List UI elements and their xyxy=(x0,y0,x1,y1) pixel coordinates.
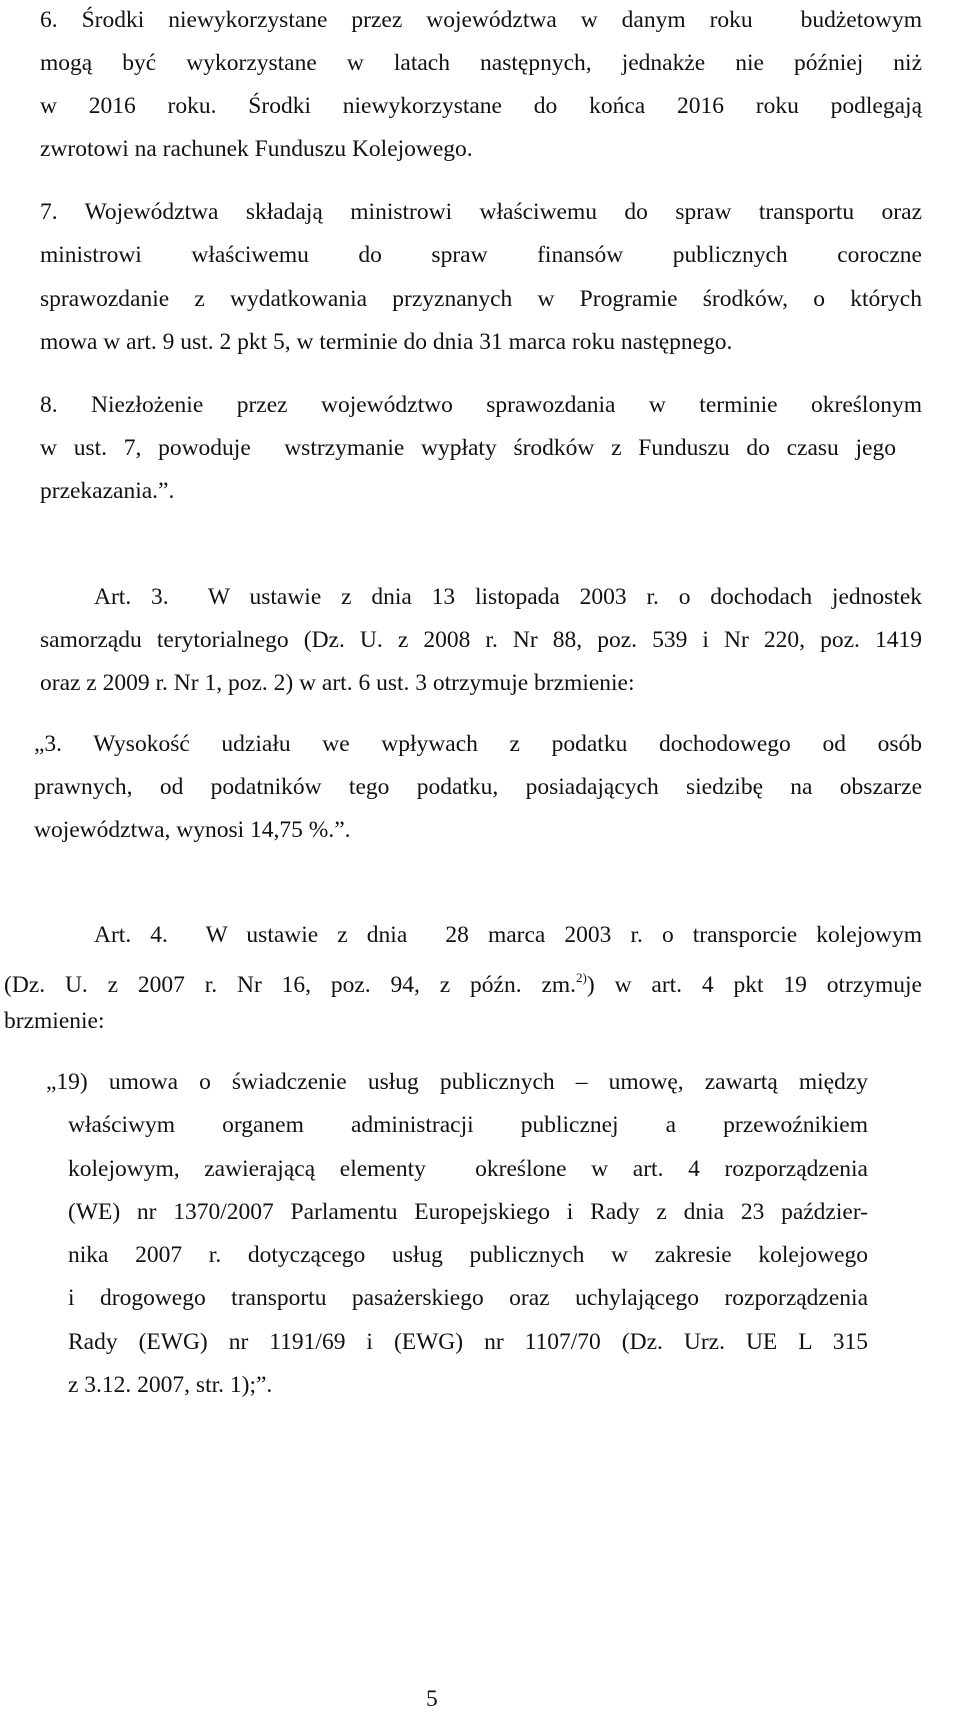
art4-quote-line: kolejowym, zawierającą elementy określone w art. 4 rozporządzenia xyxy=(68,1156,868,1182)
para6-line: zwrotowi na rachunek Funduszu Kolejowego. xyxy=(40,136,473,162)
art4-line2-before: (Dz. U. z 2007 r. Nr 16, poz. 94, z późn. zm. xyxy=(4,972,577,998)
art4-quote-line: „19) umowa o świadczenie usług publicznych – umowę, zawartą między xyxy=(46,1069,868,1095)
para6-line: mogą być wykorzystane w latach następnych, jednakże nie później niż xyxy=(40,50,922,76)
para7-line: ministrowi właściwemu do spraw finansów publicznych coroczne xyxy=(40,242,922,268)
para7-line: mowa w art. 9 ust. 2 pkt 5, w terminie do dnia 31 marca roku następnego. xyxy=(40,329,733,355)
para8-line: w ust. 7, powoduje wstrzymanie wypłaty środków z Funduszu do czasu jego xyxy=(40,435,896,461)
footnote-ref: 2) xyxy=(576,970,587,985)
art4-quote-line: i drogowego transportu pasażerskiego oraz uchylającego rozporządzenia xyxy=(68,1285,868,1311)
art4-quote-line: Rady (EWG) nr 1191/69 i (EWG) nr 1107/70 (Dz. Urz. UE L 315 xyxy=(68,1329,868,1355)
art4-line: Art. 4. W ustawie z dnia 28 marca 2003 r. o transporcie kolejowym xyxy=(94,922,922,948)
art4-quote-line: nika 2007 r. dotyczącego usług publicznych w zakresie kolejowego xyxy=(68,1242,868,1268)
art4-quote-line: (WE) nr 1370/2007 Parlamentu Europejskiego i Rady z dnia 23 paździer- xyxy=(68,1199,868,1225)
art4-quote-line: właściwym organem administracji publicznej a przewoźnikiem xyxy=(68,1112,868,1138)
art3-quote-line: prawnych, od podatników tego podatku, posiadających siedzibę na obszarze xyxy=(34,774,922,800)
para6-line: w 2016 roku. Środki niewykorzystane do końca 2016 roku podlegają xyxy=(40,93,922,119)
para7-line: sprawozdanie z wydatkowania przyznanych w Programie środków, o których xyxy=(40,286,922,312)
art4-quote-line: z 3.12. 2007, str. 1);”. xyxy=(68,1372,273,1398)
art3-line: samorządu terytorialnego (Dz. U. z 2008 r. Nr 88, poz. 539 i Nr 220, poz. 1419 xyxy=(40,627,922,653)
page-number: 5 xyxy=(426,1686,438,1712)
para8-line: przekazania.”. xyxy=(40,478,175,504)
para6-line: 6. Środki niewykorzystane przez województwa w danym roku budżetowym xyxy=(40,7,922,33)
art3-line: Art. 3. W ustawie z dnia 13 listopada 2003 r. o dochodach jednostek xyxy=(94,584,922,610)
art3-quote-line: województwa, wynosi 14,75 %.”. xyxy=(34,817,351,843)
art4-line xyxy=(4,963,922,1000)
art4-line: brzmienie: xyxy=(4,1008,105,1034)
art3-line: oraz z 2009 r. Nr 1, poz. 2) w art. 6 ust. 3 otrzymuje brzmienie: xyxy=(40,670,635,696)
para7-line: 7. Województwa składają ministrowi właściwemu do spraw transportu oraz xyxy=(40,199,922,225)
art4-line2-after: ) w art. 4 pkt 19 otrzymuje xyxy=(586,972,922,998)
para8-line: 8. Niezłożenie przez województwo sprawozdania w terminie określonym xyxy=(40,392,922,418)
art3-quote-line: „3. Wysokość udziału we wpływach z podatku dochodowego od osób xyxy=(34,731,922,757)
